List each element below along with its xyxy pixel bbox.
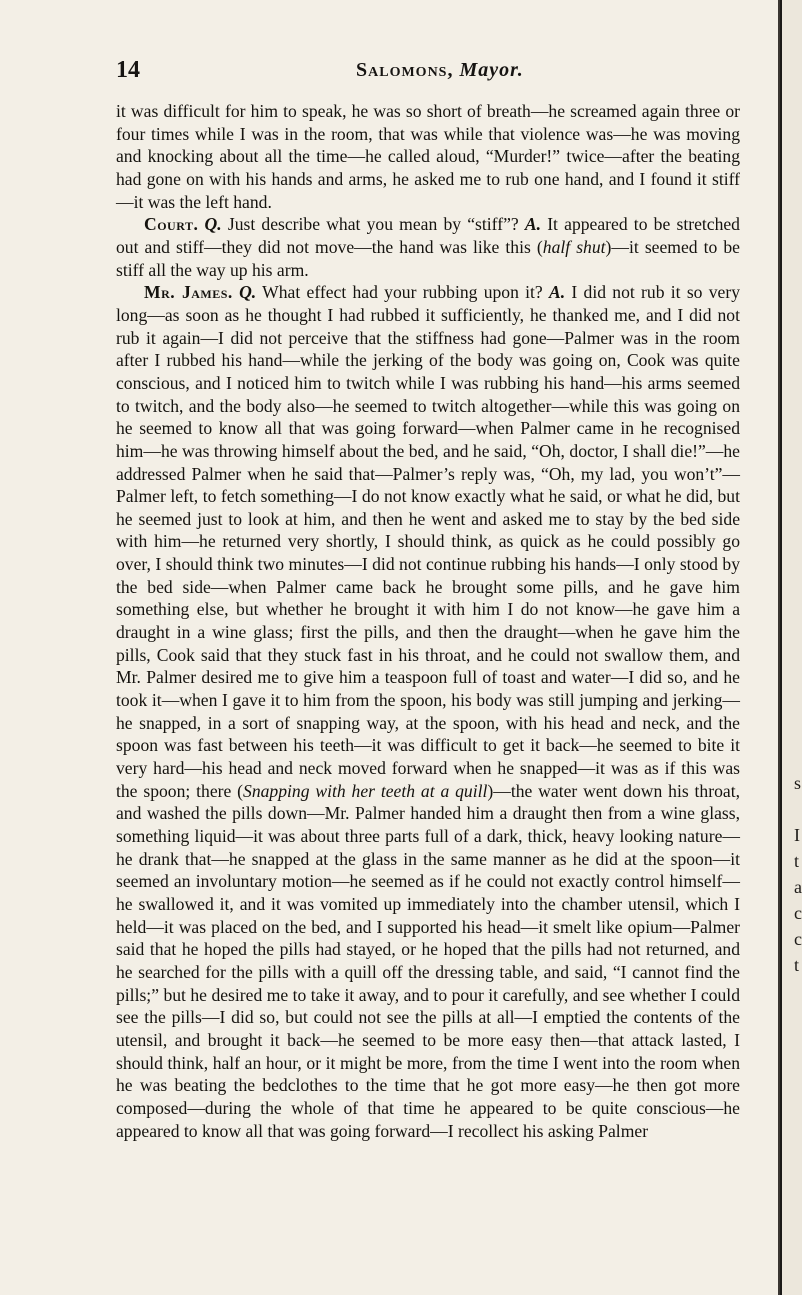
answer-marker: A. (524, 214, 542, 235)
running-head-title: Mayor. (459, 59, 524, 81)
paragraph-continuation: it was difficult for him to speak, he was so short of breath—he screamed again three or four times while I was in the room, that was while that violence was—he was moving and knocking about all the time—he called aloud, “Murder!” twice—after the beating had gone on with his hands and arms, he asked me to rub one hand, and I found it stiff—it was the left hand. (116, 101, 740, 212)
running-head: Salomons, Mayor. (356, 59, 524, 81)
answer-text-end: )—the water went down his throat, and washed the pills down—Mr. Palmer handed him a draught then from a wine glass, something liquid—it was about three parts full of a dark, thick, heavy looking nature—he drank that—he snapped at the glass in the same manner as he did at the spoon—it seemed an involuntary motion—he seemed as if he could not exactly control himself—he swallowed it, and it was vomited up immediately into the chamber utensil, which I held—it was placed on the bed, and I supported his head—it smelt like opium—Palmer said that he hoped the pills had stayed, or he hoped that the pills had not returned, and he searched for the pills with a quill off the dressing table, and said, “I cannot find the pills;” but he desired me to take it away, and to pour it carefully, and see whether I could see the pills—I did so, but could not see the pills at all—I emptied the contents of the utensil, and brought it back—he seemed to be more easy then—that attack lasted, I should think, half an hour, or it might be more, from the time I went into the room when he was beating the bedclothes to the time that he got more easy—he then got more composed—during the whole of that time he appeared to be quite conscious—he appeared to know all that was going forward—I recollect his asking Palmer (116, 780, 740, 1141)
question-text: What effect had your rubbing upon it? (256, 282, 550, 303)
question-marker: Q. (239, 282, 257, 303)
answer-marker: A. (549, 282, 566, 303)
page-header (116, 57, 738, 87)
answer-text: I did not rub it so very long—as soon as he thought I had rubbed it sufficiently, he thanked me, and I did not rub it again—I did not perceive that the stiffness had gone—Palmer was in the room after I rubbed his hand—while the jerking of the body was going on, Cook was quite conscious, and I noticed him to twitch while I was rubbing his hand—his arms seemed to twitch, and the body also—he seemed to twitch altogether—while this was going on he seemed to know all that was going forward—when Palmer came in he recognised him—he was throwing himself about the bed, and he said, “Oh, doctor, I shall die!”—he addressed Palmer when he said that—Palmer’s reply was, “Oh, my lad, you won’t”—Palmer left, to fetch something—I do not know exactly what he said, or what he did, but he seemed just to look at him, and then he went and asked me to stay by the bed side with him—he returned very shortly, I should think, as quick as he could possibly go over, I should think two minutes—I did not continue rubbing his hands—I only stood by the bed side—when Palmer came back he brought some pills, and he gave him something else, but whether he brought it with him I do not know—he gave him a draught in a wine glass; first the pills, and then the draught—when he gave him the pills, Cook said that they stuck fast in his throat, and he could not swallow them, and Mr. Palmer desired me to give him a teaspoon full of toast and water—I did so, and he took it—when I gave it to him from the spoon, his body was still jumping and jerking—he snapped, in a sort of snapping way, at the spoon, with his head and neck, and the spoon was fast between his teeth—it was difficult to get it back—he seemed to bite it very hard—his head and neck moved forward when he snapped—it was as if this was the spoon; there ( (116, 282, 741, 801)
answer-text: It appeared to be stretched out and stiff—they did not move—the hand was like this ( (116, 214, 740, 257)
question-marker: Q. (204, 214, 222, 235)
paragraph-court-question (116, 213, 740, 281)
speaker-label: Mr. James. (144, 282, 233, 303)
body-text (116, 100, 740, 1142)
stage-direction: half shut (542, 236, 606, 257)
stage-direction: Snapping with her teeth at a quill (243, 780, 488, 801)
speaker-label: Court. (144, 214, 199, 235)
running-head-surname: Salomons (356, 59, 448, 81)
page-number: 14 (116, 57, 140, 83)
adjacent-page-glyphs: s I t a c c t (794, 773, 802, 975)
answer-text-end: )—it seemed to be stiff all the way up his arm. (116, 236, 740, 280)
paragraph-james-question (116, 281, 740, 1142)
adjacent-page-edge (780, 0, 802, 1295)
question-text: Just describe what you mean by “stiff”? (221, 214, 525, 235)
